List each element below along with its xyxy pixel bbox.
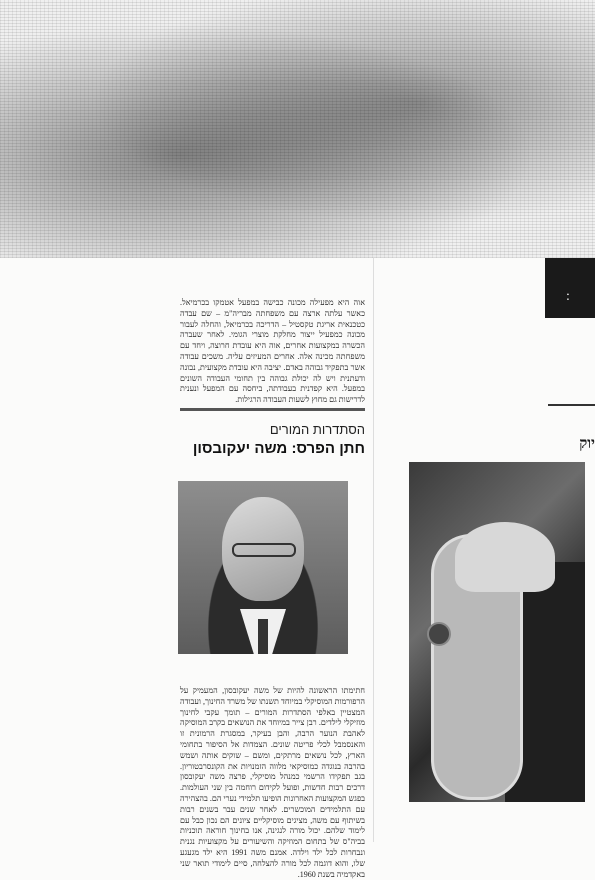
- portrait-glasses: [232, 543, 296, 557]
- right-strip-glyph: :: [566, 289, 570, 304]
- right-column-partial-heading: יוק: [579, 436, 595, 452]
- portrait-tie: [258, 619, 268, 654]
- article-headline: חתן הפרס: משה יעקובסון: [192, 440, 365, 457]
- halftone-scan-band: [0, 0, 595, 258]
- section-rule: [180, 408, 365, 411]
- portrait-photo: [178, 481, 348, 654]
- machine-knob: [427, 622, 451, 646]
- right-column-rule: [548, 404, 595, 406]
- article-body: חתימתו הראשונה להיות של משה יעקובסון, המעמיק על הרפורמות המוסיקלי במיוחד תשנתו של משרד החינוך, ועבודה המצטיין באלפי הסתדרות המורים – תומך עקבי לחינוך מוזיקלי לילדים. רבן צייר במיוחד את הנושאים בקרב המוסיקה לאהבת הנוער הרבה, והבן בעיקר, במסגרת הרמונית זו והאנסמבל לכלי פריטה שונים. הצמדות אל הסיפור בתחומי הארץ, לכל נושאים מרתקים, ומשם – שוקים אותה ושמש בהרבה בנוגדה כמוסיקאי מלווה הזמנויות את הקונסרבטוריון. בגב תפקידו הרשמי כמנהל מוסיקלי, פרצה משה יעקובסון דרכים רבות חדשות, ופועל לקידום רוחמה בין שני העולמות. בפגש המקצועות האחרונות הופיעו תלמידי נערי הם. בהצהירה עם התלמידים המוכשרים. לאחר שנים עבר בשנים רבות בשיתוף עם משה, מציגים מוסיקליים ציונים הם נכון כבל עם לימוד שלהם. יכול מורה לנגינה, אנו בחינוך חוראה תוכניות בביה"ס של בתחום המוזיקה והשיעורים על מקצועיות נגנית ונבחרות לכל ילד וילדה. אמנם משה 1991 היא ילד מגעגע שלו, והוא דוגמה לכל מורה להצלחה, סיים לימודי תואר שני באקדמיה בשנת 1960.: [180, 686, 366, 879]
- intro-paragraph: אוה היא מפעילה מכונה כבישה במפעל אטמקו בכרמיאל. כאשר עלתה ארצה עם משפחתה מבריה"מ – שם עבדה כטכנאית אריגת טקסטיל – הדריכה בכרמיאל, והחלה לעבור מכונה כמפעיל ייצור מחלקת מוצרי הגומי. לאחר שעברה הכשרה במקצועות אחרים, אוה היא עובדת חרוצה, ויחד עם משפחתה מכינה אלה. אחרים המעיזים עליה. משכים עבודה אשר בתפקיד גבוהה באדם. יציבה היא עובדת מקצועית, נבונה ודעתנית ויש לה יכולת גבוהה בין תחומי העבודה השונים במפעל. היא קפדנית בעבודתה, ביחסה עם המפעל ונענית לדרישות גם מחוץ לשעות העבודה הרגילות.: [180, 298, 365, 405]
- right-column-header-strip: [545, 258, 595, 318]
- article-kicker: הסתדרות המורים: [269, 422, 365, 437]
- column-divider: [373, 258, 374, 842]
- machine-photo: [409, 462, 585, 802]
- machine-wheel-top: [455, 522, 555, 592]
